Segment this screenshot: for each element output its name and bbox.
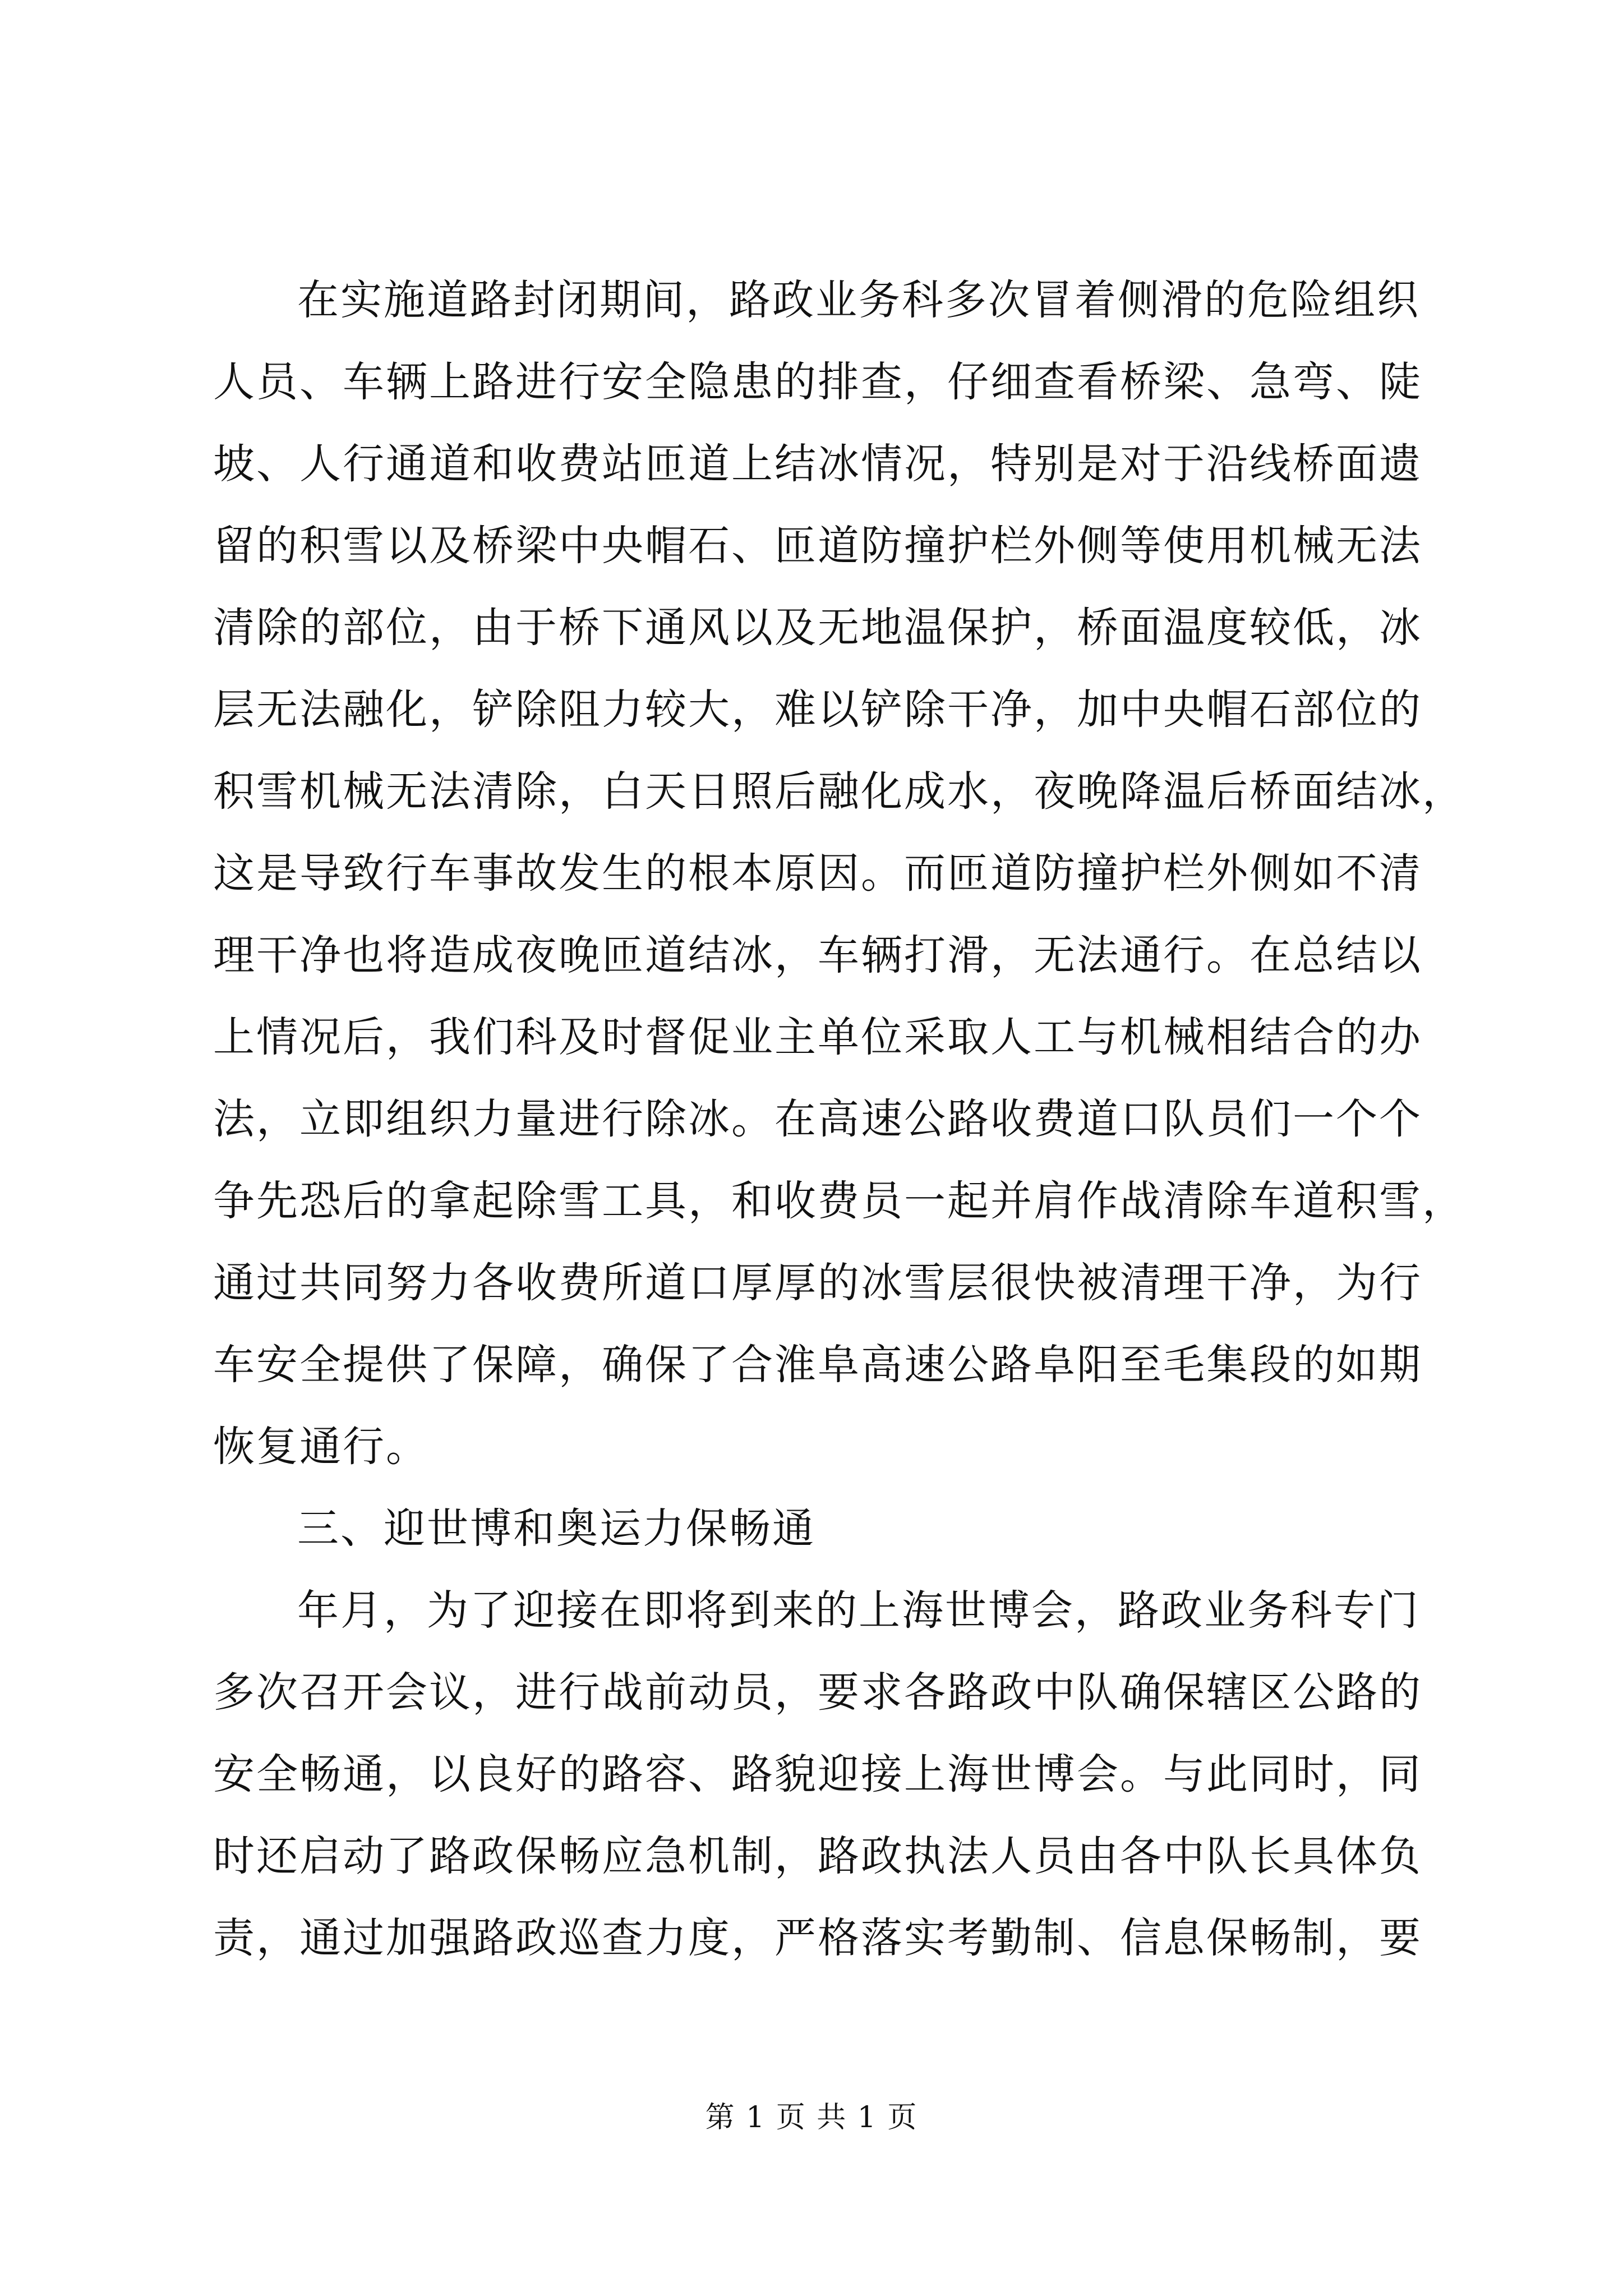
paragraph-line: 坡、人行通道和收费站匝道上结冰情况，特别是对于沿线桥面遗	[213, 440, 1422, 488]
paragraph-line: 车安全提供了保障，确保了合淮阜高速公路阜阳至毛集段的如期	[213, 1341, 1422, 1389]
paragraph-line: 责，通过加强路政巡查力度，严格落实考勤制、信息保畅制，要	[213, 1914, 1422, 1962]
paragraph-line: 恢复通行。	[213, 1423, 429, 1471]
paragraph-line: 时还启动了路政保畅应急机制，路政执法人员由各中队长具体负	[213, 1832, 1422, 1880]
paragraph-line: 年月，为了迎接在即将到来的上海世博会，路政业务科专门	[297, 1586, 1420, 1635]
paragraph-line: 法，立即组织力量进行除冰。在高速公路收费道口队员们一个个	[213, 1095, 1422, 1143]
paragraph-line: 这是导致行车事故发生的根本原因。而匝道防撞护栏外侧如不清	[213, 849, 1422, 898]
document-body	[213, 259, 1465, 1979]
section-heading: 三、迎世博和奥运力保畅通	[297, 1504, 815, 1553]
paragraph-line: 争先恐后的拿起除雪工具，和收费员一起并肩作战清除车道积雪，	[213, 1177, 1465, 1225]
paragraph-line: 在实施道路封闭期间，路政业务科多次冒着侧滑的危险组织	[297, 276, 1420, 324]
paragraph-line: 清除的部位，由于桥下通风以及无地温保护，桥面温度较低，冰	[213, 604, 1422, 652]
paragraph-line: 人员、车辆上路进行安全隐患的排查，仔细查看桥梁、急弯、陡	[213, 358, 1422, 406]
paragraph-line: 安全畅通，以良好的路容、路貌迎接上海世博会。与此同时，同	[213, 1750, 1422, 1798]
paragraph-line: 留的积雪以及桥梁中央帽石、匝道防撞护栏外侧等使用机械无法	[213, 522, 1422, 570]
paragraph-line: 理干净也将造成夜晚匝道结冰，车辆打滑，无法通行。在总结以	[213, 931, 1422, 979]
paragraph-line: 积雪机械无法清除，白天日照后融化成水，夜晚降温后桥面结冰，	[213, 767, 1465, 816]
paragraph-line: 通过共同努力各收费所道口厚厚的冰雪层很快被清理干净，为行	[213, 1259, 1422, 1307]
paragraph-line: 层无法融化，铲除阻力较大，难以铲除干净，加中央帽石部位的	[213, 685, 1422, 734]
paragraph-line: 上情况后，我们科及时督促业主单位采取人工与机械相结合的办	[213, 1013, 1422, 1061]
page-number-footer: 第 1 页 共 1 页	[705, 2101, 918, 2134]
paragraph-line: 多次召开会议，进行战前动员，要求各路政中队确保辖区公路的	[213, 1668, 1422, 1717]
